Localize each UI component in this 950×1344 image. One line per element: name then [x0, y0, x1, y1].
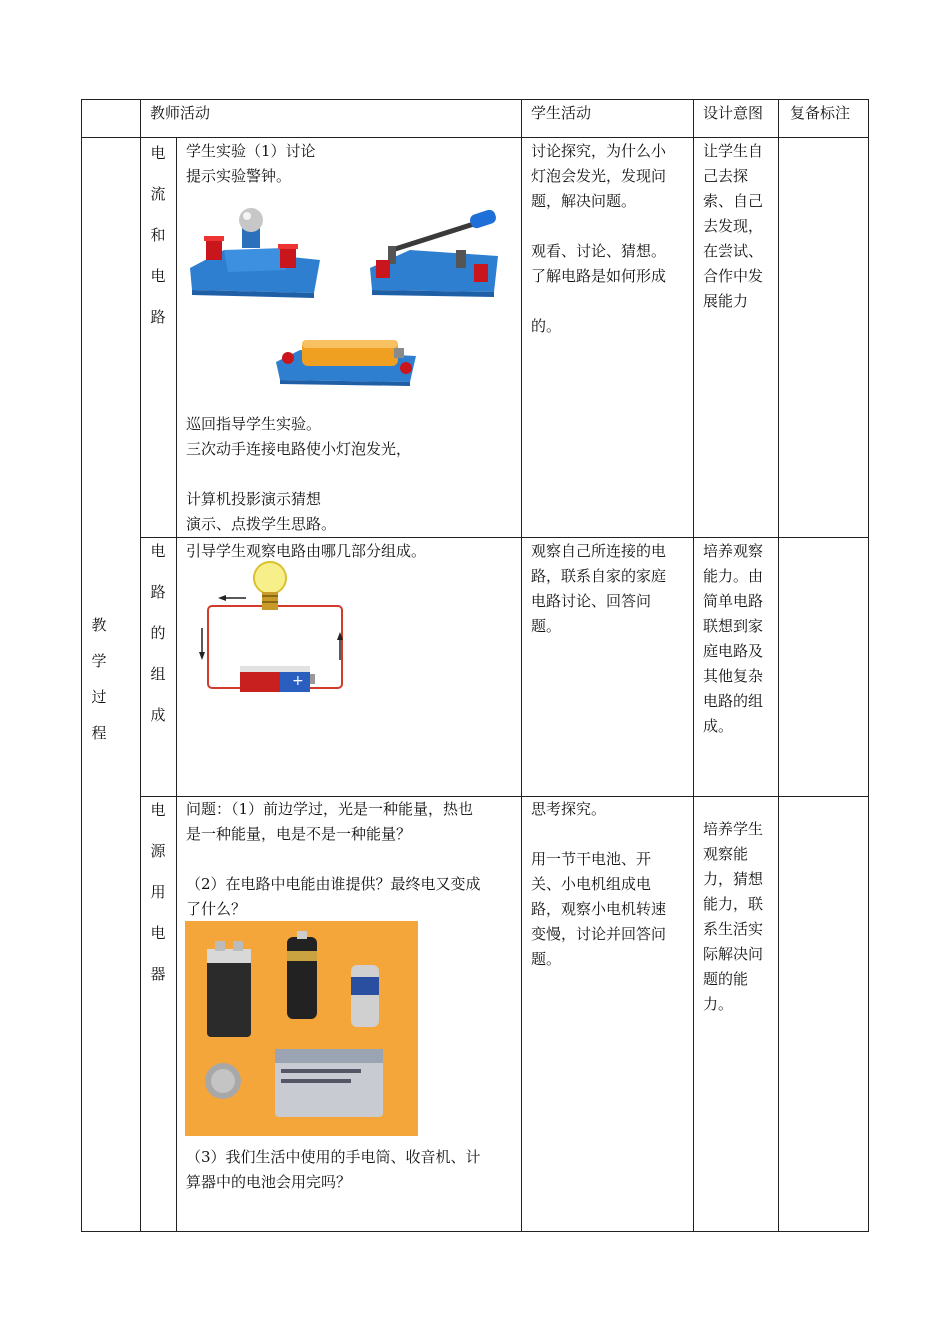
label-char: 程 [91, 724, 107, 742]
table-border-bottom [81, 1231, 869, 1232]
section-2-title [146, 541, 170, 746]
section-3-title [146, 800, 170, 1005]
column-divider-4 [693, 99, 694, 1232]
section-1-design-intent: 让学生自 己去探 索、自己 去发现， 在尝试、 合作中发 展能力 [703, 142, 764, 310]
battery-holder-figure [270, 326, 420, 398]
title-char: 电 [150, 542, 166, 560]
section-2-teacher-prompt: 引导学生观察电路由哪几部分组成。 [186, 542, 427, 560]
title-char: 用 [150, 883, 166, 901]
table-border-left [81, 99, 82, 1232]
section-3-teacher-questions: 问题：（1）前边学过，光是一种能量，热也 是一种能量，电是不是一种能量？ （2）在电路中电能由谁提供？最终电又变成 了什么？ [186, 800, 481, 918]
row-divider-1 [140, 537, 869, 538]
title-char: 电 [150, 924, 166, 942]
section-3-student-activity: 思考探究。 用一节干电池、开 关、小电机组成电 路，观察小电机转速 变慢，讨论并回答问 题。 [531, 800, 667, 968]
header-student-activity: 学生活动 [531, 104, 592, 122]
column-divider-2 [176, 137, 177, 1232]
header-teacher-activity: 教师活动 [150, 104, 211, 122]
section-3-design-intent: 培养学生 观察能 力，猜想 能力，联 系生活实 际解决问 题的能 力。 [703, 820, 764, 1013]
section-1-teacher-guidance: 巡回指导学生实验。 三次动手连接电路使小灯泡发光， 计算机投影演示猜想 演示、点拨学生思路。 [186, 415, 412, 533]
header-design-intent: 设计意图 [703, 104, 764, 122]
teaching-process-label [87, 615, 111, 759]
section-1-student-activity: 讨论探究，为什么小 灯泡会发光，发现问 题，解决问题。 观看、讨论、猜想。 了解电路是如何形成 的。 [531, 142, 667, 335]
knife-switch-figure [366, 206, 502, 302]
label-char: 过 [91, 688, 107, 706]
title-char: 电 [150, 267, 166, 285]
simple-circuit-figure [196, 556, 356, 708]
column-divider-1 [140, 99, 141, 1232]
bulb-holder-figure [184, 198, 324, 303]
title-char: 电 [150, 801, 166, 819]
label-char: 教 [91, 616, 107, 634]
section-1-title [146, 143, 170, 348]
label-char: 学 [91, 652, 107, 670]
section-1-teacher-intro: 学生实验（1）讨论 提示实验警钟。 [186, 142, 316, 185]
header-row-divider [81, 137, 869, 138]
title-char: 电 [150, 144, 166, 162]
title-char: 成 [150, 706, 166, 724]
title-char: 器 [150, 965, 166, 983]
title-char: 源 [150, 842, 166, 860]
header-review-notes: 复备标注 [790, 104, 851, 122]
batteries-photo [185, 921, 418, 1136]
column-divider-3 [521, 99, 522, 1232]
svg-text:+: + [292, 673, 304, 689]
title-char: 路 [150, 308, 166, 326]
table-border-right [868, 99, 869, 1232]
table-border-top [81, 99, 869, 100]
section-2-design-intent: 培养观察 能力。由 简单电路 联想到家 庭电路及 其他复杂 电路的组 成。 [703, 542, 764, 735]
title-char: 组 [150, 665, 166, 683]
column-divider-5 [778, 99, 779, 1232]
section-2-student-activity: 观察自己所连接的电 路，联系自家的家庭 电路讨论、回答问 题。 [531, 542, 667, 635]
title-char: 和 [150, 226, 166, 244]
title-char: 的 [150, 624, 166, 642]
section-3-teacher-question-3: （3）我们生活中使用的手电筒、收音机、计 算器中的电池会用完吗？ [186, 1148, 481, 1191]
title-char: 流 [150, 185, 166, 203]
title-char: 路 [150, 583, 166, 601]
